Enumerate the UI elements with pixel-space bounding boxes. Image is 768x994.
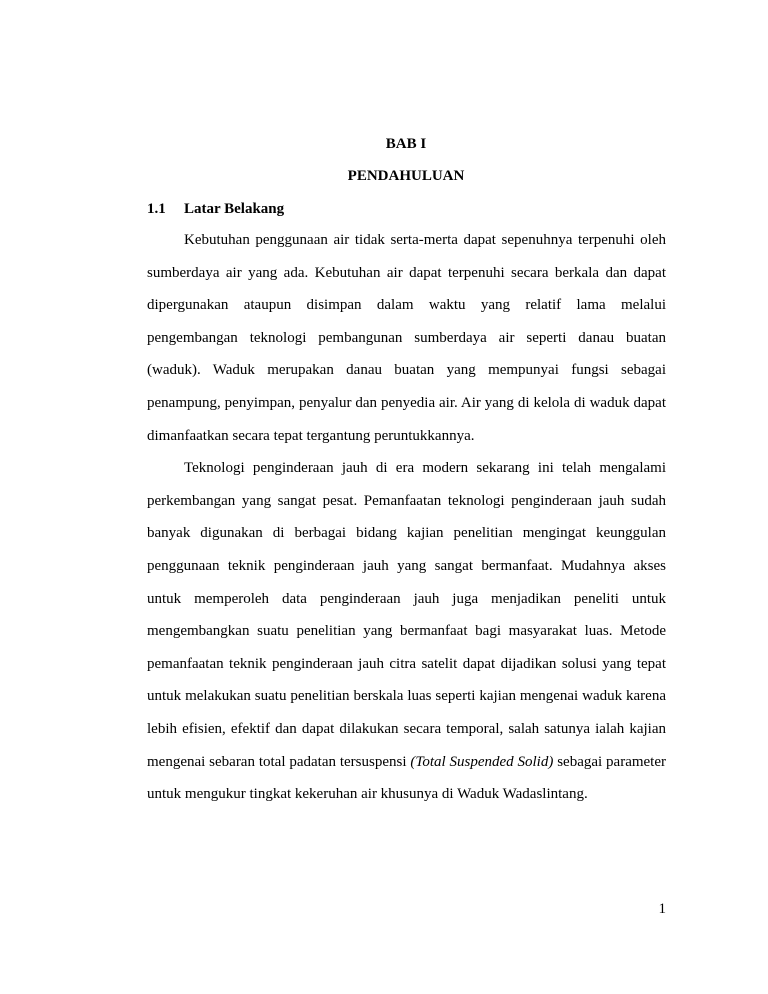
page-number: 1: [658, 901, 666, 917]
paragraph-2: [147, 452, 666, 811]
chapter-title: PENDAHULUAN: [347, 168, 465, 184]
section-title: Latar Belakang: [184, 201, 285, 217]
body-text: [147, 224, 666, 811]
paragraph-2-text-b: sebagai parameter untuk mengukur tingkat kekeruhan air khusunya di Waduk Wadaslintang.: [147, 753, 667, 803]
paragraph-2-italic-term: (Total Suspended Solid): [410, 753, 554, 770]
section-number: 1.1: [147, 201, 166, 217]
paragraph-1: Kebutuhan penggunaan air tidak serta-merta dapat sepenuhnya terpenuhi oleh sumberdaya air yang ada. Kebutuhan air dapat terpenuhi secara berkala dan dapat dipergunakan ataupun disimpan dalam waktu yang relatif lama melalui pengembangan teknologi pembangunan sumberdaya air seperti danau buatan (waduk). Waduk merupakan danau buatan yang mempunyai fungsi sebagai penampung, penyimpan, penyalur dan penyedia air. Air yang di kelola di waduk dapat dimanfaatkan secara tepat tergantung peruntukkannya.: [147, 232, 666, 444]
chapter-number: BAB I: [385, 136, 427, 152]
paragraph-2-text-a: Teknologi penginderaan jauh di era modern sekarang ini telah mengalami perkembangan yang sangat pesat. Pemanfaatan teknologi penginderaan jauh sudah banyak digunakan di berbagai bidang kajian penelitian mengingat keunggulan penggunaan teknik penginderaan jauh yang sangat bermanfaat. Mudahnya akses untuk memperoleh data penginderaan jauh juga menjadikan peneliti untuk mengembangkan suatu penelitian yang bermanfaat bagi masyarakat luas. Metode pemanfaatan teknik penginderaan jauh citra satelit dapat dijadikan solusi yang tepat untuk melakukan suatu penelitian berskala luas seperti kajian mengenai waduk karena lebih efisien, efektif dan dapat dilakukan secara temporal, salah satunya ialah kajian mengenai sebaran total padatan tersuspensi: [147, 460, 666, 770]
section-heading: [147, 200, 284, 218]
